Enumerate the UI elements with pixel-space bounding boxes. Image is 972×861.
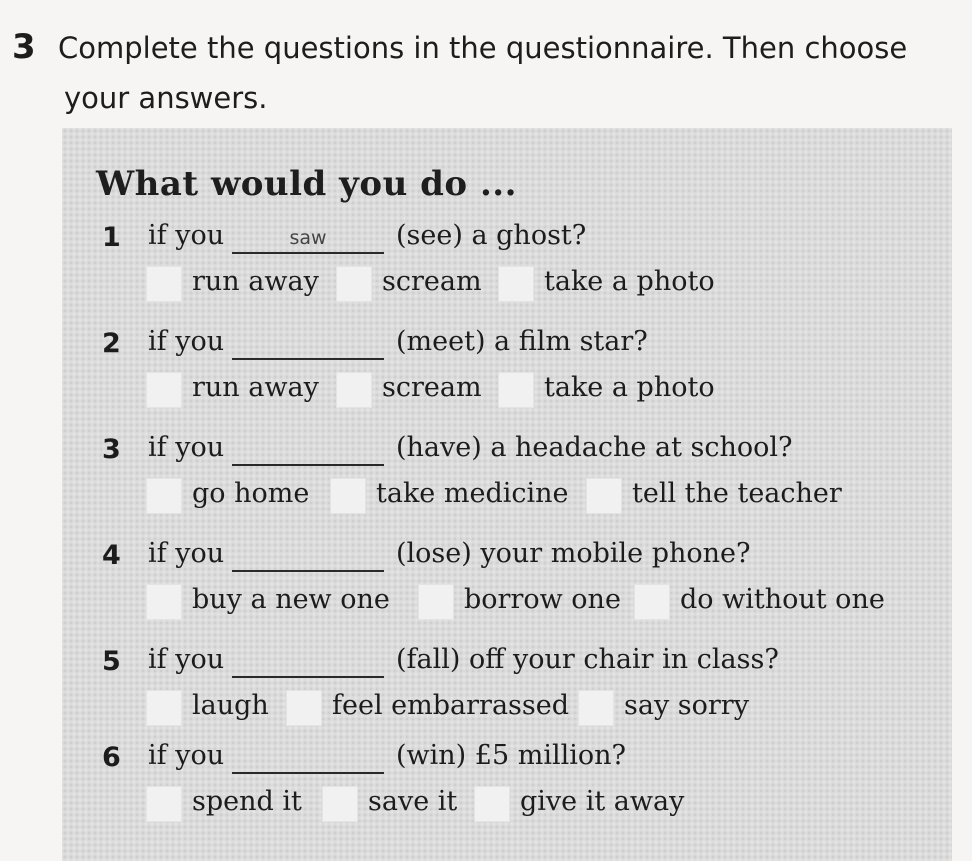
- option-checkbox[interactable]: [336, 372, 372, 408]
- question-4: [102, 538, 932, 638]
- question-number: 1: [102, 222, 121, 253]
- question-1: [102, 220, 932, 320]
- option-label: run away: [192, 372, 319, 403]
- option-checkbox[interactable]: [146, 266, 182, 302]
- option-label: do without one: [680, 584, 885, 615]
- option-label: say sorry: [624, 690, 749, 721]
- question-number: 4: [102, 540, 121, 571]
- question-text: (fall) off your chair in class?: [396, 644, 779, 675]
- option-label: take a photo: [544, 266, 715, 297]
- questionnaire-title: What would you do ...: [96, 164, 517, 204]
- option-label: scream: [382, 266, 482, 297]
- question-6: [102, 740, 932, 840]
- option-label: run away: [192, 266, 319, 297]
- option-label: tell the teacher: [632, 478, 842, 509]
- question-prefix: if you: [148, 326, 225, 357]
- question-text: (have) a headache at school?: [396, 432, 793, 463]
- option-checkbox[interactable]: [286, 690, 322, 726]
- option-label: feel embarrassed: [332, 690, 570, 721]
- option-checkbox[interactable]: [336, 266, 372, 302]
- instruction-line-2: your answers.: [64, 81, 268, 115]
- option-checkbox[interactable]: [330, 478, 366, 514]
- option-checkbox[interactable]: [146, 478, 182, 514]
- question-text: (see) a ghost?: [396, 220, 587, 251]
- option-label: borrow one: [464, 584, 621, 615]
- option-label: buy a new one: [192, 584, 390, 615]
- answer-blank[interactable]: [232, 544, 384, 572]
- question-number: 6: [102, 742, 121, 773]
- answer-blank[interactable]: [232, 746, 384, 774]
- option-checkbox[interactable]: [498, 266, 534, 302]
- option-checkbox[interactable]: [146, 584, 182, 620]
- exercise-number: 3: [12, 27, 36, 67]
- option-checkbox[interactable]: [322, 786, 358, 822]
- option-checkbox[interactable]: [498, 372, 534, 408]
- question-prefix: if you: [148, 740, 225, 771]
- option-label: laugh: [192, 690, 269, 721]
- option-label: give it away: [520, 786, 685, 817]
- question-number: 5: [102, 646, 121, 677]
- option-label: spend it: [192, 786, 302, 817]
- option-checkbox[interactable]: [418, 584, 454, 620]
- question-text: (win) £5 million?: [396, 740, 626, 771]
- option-label: take a photo: [544, 372, 715, 403]
- exercise-instruction: [12, 22, 952, 123]
- answer-blank[interactable]: [232, 226, 384, 254]
- option-checkbox[interactable]: [474, 786, 510, 822]
- question-5: [102, 644, 932, 744]
- option-checkbox[interactable]: [146, 786, 182, 822]
- question-number: 3: [102, 434, 121, 465]
- instruction-line-1: Complete the questions in the questionnaire. Then choose: [58, 31, 908, 65]
- questionnaire-box: [62, 128, 952, 861]
- option-label: go home: [192, 478, 310, 509]
- question-3: [102, 432, 932, 532]
- option-checkbox[interactable]: [634, 584, 670, 620]
- option-checkbox[interactable]: [146, 372, 182, 408]
- question-text: (meet) a film star?: [396, 326, 648, 357]
- option-label: take medicine: [376, 478, 569, 509]
- option-label: scream: [382, 372, 482, 403]
- answer-blank[interactable]: [232, 438, 384, 466]
- question-prefix: if you: [148, 220, 225, 251]
- question-prefix: if you: [148, 432, 225, 463]
- question-text: (lose) your mobile phone?: [396, 538, 751, 569]
- option-checkbox[interactable]: [146, 690, 182, 726]
- answer-blank[interactable]: [232, 332, 384, 360]
- option-checkbox[interactable]: [578, 690, 614, 726]
- option-label: save it: [368, 786, 458, 817]
- option-checkbox[interactable]: [586, 478, 622, 514]
- question-2: [102, 326, 932, 426]
- question-prefix: if you: [148, 538, 225, 569]
- answer-text: saw: [289, 227, 327, 249]
- question-number: 2: [102, 328, 121, 359]
- question-prefix: if you: [148, 644, 225, 675]
- answer-blank[interactable]: [232, 650, 384, 678]
